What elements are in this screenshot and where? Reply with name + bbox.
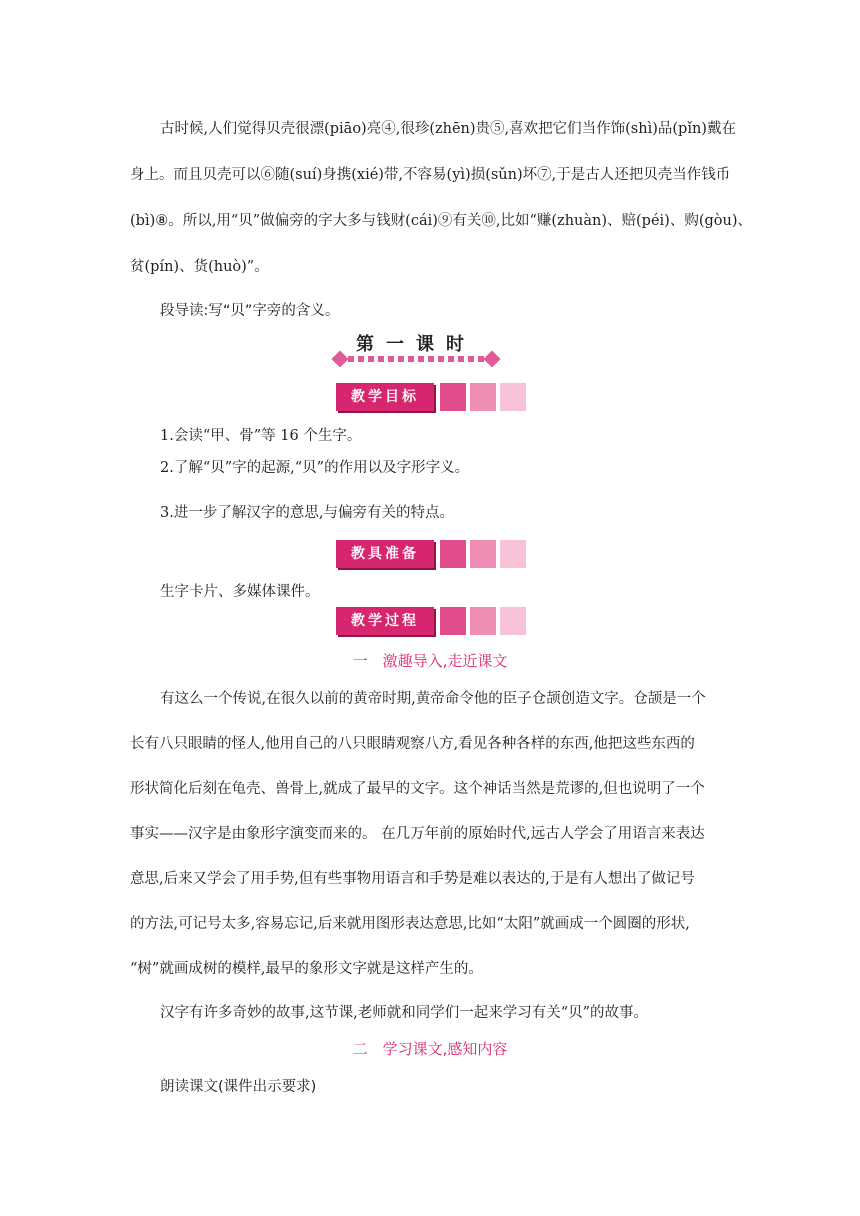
paragraph-guide: 段导读:写“贝”字旁的含义。 — [160, 303, 340, 319]
story-line: “树”就画成树的模样,最早的象形文字就是这样产生的。 — [130, 961, 483, 977]
decor-square — [500, 607, 526, 635]
lesson-title-text: 第一课时 — [356, 334, 476, 355]
decor-square — [470, 383, 496, 411]
story-line: 事实——汉字是由象形字演变而来的。 在几万年前的原始时代,远古人学会了用语言来表达 — [130, 826, 705, 842]
decor-square — [440, 383, 466, 411]
reading-instruction: 朗读课文(课件出示要求) — [160, 1079, 317, 1095]
goal-item: 1.会读“甲、骨”等 16 个生字。 — [160, 428, 362, 444]
story-line: 的方法,可记号太多,容易忘记,后来就用图形表达意思,比如“太阳”就画成一个圆圈的形状, — [130, 916, 690, 932]
story-line: 意思,后来又学会了用手势,但有些事物用语言和手势是难以表达的,于是有人想出了做记号 — [130, 871, 695, 887]
story-line: 形状简化后刻在龟壳、兽骨上,就成了最早的文字。这个神话当然是荒谬的,但也说明了一个 — [130, 781, 705, 797]
section-label: 教具准备 — [336, 540, 434, 568]
intro-line-1: 古时候,人们觉得贝壳很漂(piāo)亮④,很珍(zhēn)贵⑤,喜欢把它们当作饰(shì)品(pǐn)戴在 — [160, 121, 736, 137]
intro-line-4: 贫(pín)、货(huò)”。 — [130, 259, 269, 275]
decor-square — [500, 383, 526, 411]
step-two-title: 二 学习课文,感知内容 — [352, 1040, 508, 1058]
decor-square — [470, 607, 496, 635]
section-label: 教学目标 — [336, 383, 434, 411]
decor-square — [470, 540, 496, 568]
step-one-title: 一 激趣导入,走近课文 — [352, 652, 508, 670]
lesson-intro-text: 汉字有许多奇妙的故事,这节课,老师就和同学们一起来学习有关“贝”的故事。 — [160, 1005, 649, 1021]
decor-square — [440, 540, 466, 568]
section-label: 教学过程 — [336, 607, 434, 635]
story-line: 有这么一个传说,在很久以前的黄帝时期,黄帝命令他的臣子仓颉创造文字。仓颉是一个 — [160, 691, 706, 707]
story-line: 长有八只眼睛的怪人,他用自己的八只眼睛观察八方,看见各种各样的东西,他把这些东西的 — [130, 736, 695, 752]
decor-square — [500, 540, 526, 568]
goal-item: 2.了解“贝”字的起源,“贝”的作用以及字形字义。 — [160, 460, 470, 476]
intro-line-3: (bì)⑧。所以,用“贝”做偏旁的字大多与钱财(cái)⑨有关⑩,比如“赚(zhuàn)、赔(péi)、购(gòu)、 — [130, 213, 752, 229]
tools-text: 生字卡片、多媒体课件。 — [160, 584, 320, 600]
lesson-title — [330, 328, 502, 372]
intro-line-2: 身上。而且贝壳可以⑥随(suí)身携(xié)带,不容易(yì)损(sǔn)坏⑦,于是古人还把贝壳当作钱币 — [130, 167, 731, 183]
goal-item: 3.进一步了解汉字的意思,与偏旁有关的特点。 — [160, 505, 454, 521]
title-dotted-bar — [348, 356, 484, 362]
decor-square — [440, 607, 466, 635]
